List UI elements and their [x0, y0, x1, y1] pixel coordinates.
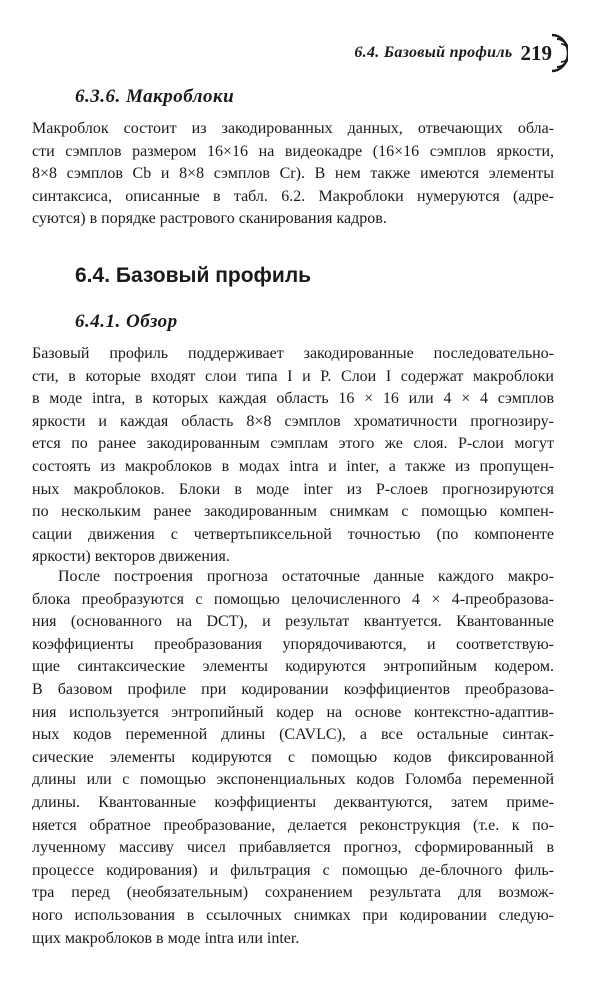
subsection-heading-641: 6.4.1. Обзор — [75, 311, 178, 332]
page-corner-arc-icon — [548, 33, 568, 73]
text-line: яркости и каждая область 8×8 сэмплов хроматичности прогнозиру- — [32, 412, 554, 430]
running-head — [354, 36, 564, 70]
paragraph-macroblocks — [32, 118, 554, 231]
text-line: сти, в которые входят слои типа I и P. Слои I содержат макроблоки — [32, 367, 554, 385]
text-line: процессе кодирования) и фильтрация с помощью де-блочного филь- — [32, 861, 554, 879]
text-line: сические элементы кодируются с помощью кодов фиксированной — [32, 748, 554, 766]
text-line: тра перед (необязательным) сохранением результата для возмож- — [32, 884, 554, 902]
text-line: Макроблок состоит из закодированных данных, отвечающих обла- — [32, 120, 554, 137]
text-line: няется обратное преобразование, делается реконструкция (т.е. к по- — [32, 816, 554, 834]
text-line: щие синтаксические элементы кодируются энтропийным кодером. — [32, 658, 554, 676]
text-line: После построения прогноза остаточные данные каждого макро- — [58, 568, 554, 585]
text-line: ного использования в ссылочных снимках при кодировании следую- — [32, 906, 554, 924]
text-line: в моде intra, в которых каждая область 16 × 16 или 4 × 4 сэмплов — [32, 390, 554, 408]
running-head-title: 6.4. Базовый профиль — [354, 44, 513, 61]
text-line: ния (основанного на DCT), и результат квантуется. Квантованные — [32, 613, 554, 631]
page-number — [521, 41, 565, 66]
paragraph-overview-2 — [32, 566, 554, 950]
text-line: ных макроблоков. Блоки в моде inter из P-слоев прогнозируются — [32, 480, 554, 498]
text-line: лученному массиву чисел прибавляется прогноз, сформированный в — [32, 839, 554, 857]
text-line: длины. Квантованные коэффициенты деквантуются, затем приме- — [32, 793, 554, 811]
section-heading-64: 6.4. Базовый профиль — [75, 264, 312, 287]
paragraph-overview-1 — [32, 343, 554, 569]
text-line: яркости) векторов движения. — [32, 548, 230, 566]
subsection-heading-636: 6.3.6. Макроблоки — [75, 86, 235, 107]
text-line: по нескольким ранее закодированным снимкам с помощью компен- — [32, 503, 554, 521]
text-line: щих макроблоков в моде intra или inter. — [32, 929, 300, 947]
text-line: сации движения с четвертьпиксельной точностью (по компоненте — [32, 525, 554, 543]
text-line: блока преобразуются с помощью целочисленного 4 × 4-преобразова- — [32, 590, 554, 608]
text-line: ния используется энтропийный кодер на основе контекстно-адаптив- — [32, 703, 554, 721]
text-line: Базовый профиль поддерживает закодированные последовательно- — [32, 345, 554, 362]
text-line: 8×8 сэмплов Cb и 8×8 сэмплов Cr). В нем также имеются элементы — [32, 165, 554, 183]
text-line: длины или с помощью экспоненциальных кодов Голомба переменной — [32, 771, 554, 789]
text-line: ных кодов переменной длины (CAVLC), а все остальные синтак- — [32, 726, 554, 744]
page-number-text: 219 — [520, 40, 552, 65]
text-line: состоять из макроблоков в модах intra и inter, а также из пропущен- — [32, 457, 554, 475]
text-line: коэффициенты преобразования упорядочиваются, и соответствую- — [32, 635, 554, 653]
text-line: сти сэмплов размером 16×16 на видеокадре (16×16 сэмплов яркости, — [32, 142, 554, 160]
text-line: суются) в порядке растрового сканирования кадров. — [32, 210, 387, 228]
text-line: синтаксиса, описанные в табл. 6.2. Макроблоки нумеруются (адре- — [32, 187, 554, 205]
text-line: В базовом профиле при кодировании коэффициентов преобразова- — [32, 680, 554, 698]
text-line: ется по ранее закодированным сэмплам этого же слоя. P-слои могут — [32, 435, 554, 453]
